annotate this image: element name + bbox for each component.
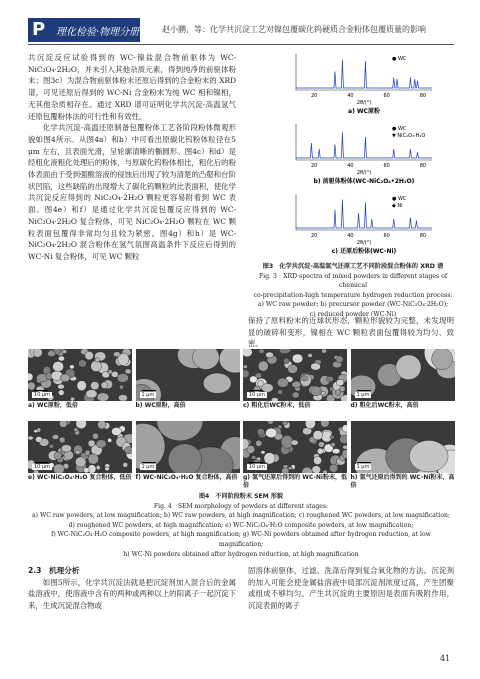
sem-particle [336, 379, 344, 386]
sem-particle [313, 456, 321, 464]
sem-particle [63, 350, 67, 354]
sem-image [136, 349, 240, 401]
left-paragraph-2: 化学共沉淀-高温还原制备包覆粉体工艺各阶段粉体微观形貌如图4所示。从图4a）和b）中可看出原碳化钨粉体粒径在5 μm 左右，且表面光滑，呈轮廓清晰的椭圆形。图4c）和d）是经粗化液粗化处理后的粉体，与原碳化钨粉体相比，粗化后的粉体表面由于受到强酸溶液的侵蚀后出现了较为清楚的凸壑和台阶状凹陷，这些缺陷的出现增大了碳化钨颗粒的比表面积，使化学共沉淀反应得到的 NiC₂O₄·2H₂O 颗粒更容易附着到 WC 表面。图4e）和f）是通过化学共沉淀包覆反应得到的 WC-NiC₂O₄·2H₂O 复合粉体，可见 NiC₂O₄·2H₂O 颗粒在 WC 颗粒表面包覆得非常均匀且较为紧密。图4g）和h）是 WC-NiC₂O₄·2H₂O 混合粉体在氢气氛围高温条件下反应后得到的 WC-Ni 复合粉体，可见 WC 颗粒 [28, 123, 236, 261]
sem-particle [59, 437, 65, 443]
right-paragraph-1: 保持了原料粉末的近球状形态，颗粒形貌较为完整，未发现明显的破碎和变形，镍相在 WC 颗粒表面包覆得较为均匀、致密。 [248, 316, 454, 349]
sem-particle [108, 370, 113, 375]
sem-particle [311, 386, 322, 396]
sem-label: d) 粗化后WC粉末，高倍 [350, 402, 419, 409]
section-heading: 2.3 机理分析 [28, 566, 80, 575]
figure-4-caption-en-5: h) WC-Ni powders obtained after hydrogen reduction, at high magnification [123, 550, 359, 558]
sem-label: a) WC原粉，低倍 [28, 402, 78, 409]
sem-particle [85, 351, 94, 359]
sem-particle [409, 440, 448, 472]
sem-image [136, 421, 240, 473]
sem-particle [329, 464, 337, 472]
sem-label: e) WC-NiC₂O₄·H₂O 复合粉体，低倍 [28, 474, 132, 481]
xrd-xlabel: 2θ/(°) [356, 100, 372, 106]
sem-particle [101, 382, 108, 389]
left-paragraph-1: 共沉淀反应试验得到的 WC-镍盐混合物前驱体为 WC-NiC₂O₄·2H₂O，并未引入其他杂质元素，得到纯净的前驱体粉末；图3c）为混合物前驱体粉末还原后得到的合金粉末的 XRD 谱，可见还原后得到的 WC-Ni 合金粉末为纯 WC 相和镍相，无其他杂质相存在。通过 XRD 谱可证明化学共沉淀-高温氢气还原包覆粉体法的可行性和有效性。 [28, 53, 236, 121]
xrd-legend-entry: ▼ NiC₂O₄·H₂O [392, 133, 426, 139]
xrd-tick-label: 60 [383, 233, 390, 239]
sem-label: b) WC原粉，高倍 [135, 402, 186, 409]
sem-particle [168, 444, 201, 473]
xrd-panel-0 [296, 54, 432, 115]
section-left-text: 如图5所示，化学共沉淀法就是把沉淀剂加入混合后的金属盐溶液中，使溶液中含有的两种或两种以上的阳离子一起沉淀下来，生成沉淀混合物或 [28, 577, 236, 611]
page-number: 41 [440, 654, 451, 663]
xrd-axis [296, 124, 432, 160]
sem-particle [90, 382, 99, 390]
sem-particle [291, 440, 298, 445]
sem-scale-bar: 1 μm [356, 464, 370, 470]
xrd-tick-label: 20 [310, 93, 318, 99]
sem-particle [339, 386, 345, 392]
figure-4-caption-en-2: a) WC raw powders, at low magnification; b) WC raw powders, at high magnification; c) roughened WC powders, at low magnification; [32, 512, 450, 520]
sem-label: g) 氢气还原后得到的 WC-Ni粉末，低倍 [243, 474, 347, 489]
xrd-panel-label: b) 前驱体粉体(WC-NiC₂O₄•2H₂O) [313, 178, 415, 185]
sem-particle [76, 450, 80, 453]
section-right [248, 565, 454, 612]
sem-particle [35, 436, 42, 442]
xrd-legend-entry: ● WC [392, 56, 407, 62]
figure-3-caption [248, 262, 458, 319]
sem-particle [340, 435, 347, 444]
sem-particle [77, 381, 87, 391]
sem-particle [86, 390, 97, 398]
xrd-tick-label: 80 [419, 163, 427, 169]
xrd-legend-entry: ● WC [392, 196, 407, 202]
xrd-axis [296, 194, 432, 230]
sem-particle [323, 470, 327, 473]
sem-particle [255, 373, 262, 378]
figure-3-caption-en-2: co-precipitation-high temperature hydrogen reduction process: [253, 291, 453, 299]
sem-particle [123, 462, 128, 467]
figure-4-caption-en-3: d) roughened WC powders, at high magnification; e) WC-NiC₂O₄·H₂O composite powders, at low magnification; [68, 521, 414, 529]
sem-particle [88, 454, 99, 464]
sem-particle [431, 349, 452, 370]
xrd-legend-entry: ● WC [392, 126, 407, 132]
sem-particle [331, 442, 336, 447]
sem-particle [78, 360, 86, 367]
sem-particle [91, 361, 102, 372]
logo-text: 理化检验·物理分册 [56, 27, 140, 38]
sem-label: c) 粗化后WC粉末，低倍 [243, 402, 311, 409]
sem-particle [53, 464, 64, 473]
right-column [248, 315, 454, 350]
sem-particle [256, 440, 262, 446]
xrd-tick-label: 20 [310, 233, 318, 239]
sem-particle [54, 452, 61, 460]
xrd-tick-label: 60 [383, 93, 390, 99]
sem-particle [34, 430, 38, 433]
figure-4-caption [28, 492, 454, 559]
xrd-panel-2 [296, 194, 432, 255]
sem-particle [125, 369, 131, 374]
sem-particle [58, 356, 64, 361]
sem-particle [108, 438, 112, 442]
xrd-spectra [262, 52, 452, 264]
sem-image [351, 349, 455, 401]
sem-particle [117, 373, 128, 382]
sem-particle [313, 430, 323, 439]
sem-particle [58, 384, 65, 389]
sem-particle [257, 380, 263, 386]
sem-particle [332, 448, 340, 453]
sem-particle [33, 349, 42, 357]
figure-4 [28, 349, 454, 499]
xrd-legend-entry: ◆ Ni [392, 203, 403, 209]
sem-particle [336, 356, 343, 363]
sem-particle [311, 363, 321, 370]
section-left [28, 565, 236, 612]
sem-particle [70, 397, 74, 401]
journal-logo [28, 18, 140, 42]
sem-scale-bar: 10 μm [249, 392, 266, 398]
sem-particle [33, 470, 39, 473]
sem-particle [52, 434, 59, 439]
sem-particle [330, 435, 335, 439]
xrd-pattern [296, 60, 432, 89]
sem-scale-bar: 1 μm [141, 392, 155, 398]
sem-particle [282, 467, 289, 473]
sem-scale-bar: 1 μm [141, 464, 155, 470]
sem-particle [271, 398, 278, 401]
sem-particle [84, 468, 90, 473]
sem-scale-bar: 10 μm [34, 464, 51, 470]
sem-scale-bar: 10 μm [34, 392, 51, 398]
xrd-axis [296, 54, 432, 90]
sem-particle [343, 445, 347, 449]
sem-particle [53, 361, 64, 371]
sem-particle [96, 440, 106, 448]
sem-particle [75, 457, 86, 467]
xrd-pattern [296, 200, 432, 229]
sem-particle [257, 428, 265, 435]
sem-scale-bar: 1 μm [356, 392, 370, 398]
xrd-tick-label: 40 [347, 163, 354, 169]
sem-particle [49, 444, 54, 448]
sem-particle [61, 445, 71, 452]
xrd-tick-label: 40 [347, 233, 354, 239]
figure-4-caption-en-4: f) WC-NiC₂O₄·H₂O composite powders, at high magnification; g) WC-Ni powders obtained after hydrogen reduction, at low magnification; [51, 531, 431, 548]
sem-particle [95, 358, 99, 362]
xrd-tick-label: 40 [347, 93, 354, 99]
xrd-tick-label: 60 [383, 163, 390, 169]
sem-particle [28, 373, 33, 381]
sem-scale-bar: 10 μm [249, 464, 266, 470]
figure-3-caption-en-1: Fig. 3 XRD spectra of mixed powders in different stages of chemical [258, 272, 448, 289]
figure-3 [262, 52, 452, 264]
sem-particle [258, 361, 268, 371]
sem-particle [288, 365, 298, 374]
sem-particle [326, 376, 334, 381]
sem-particle [261, 451, 265, 454]
figure-3-caption-en-4: c) reduced powder (WC-Ni) [309, 310, 397, 318]
sem-particle [88, 440, 95, 447]
figure-3-caption-en-3: a) WC raw powder; b) precursor powder (WC-NiC₂O₄·2H₂O); [257, 301, 449, 308]
sem-particle [292, 354, 303, 363]
sem-particle [277, 378, 288, 387]
sem-particle [308, 353, 313, 357]
sem-particle [292, 392, 299, 398]
sem-particle [69, 365, 74, 369]
sem-particle [277, 390, 282, 395]
figure-4-caption-cn: 图4 不同阶段粉末 SEM 形貌 [198, 493, 284, 500]
sem-particle [105, 467, 110, 471]
sem-particle [292, 381, 301, 388]
sem-image [243, 349, 347, 401]
logo-mark: P [32, 19, 46, 40]
sem-particle [301, 376, 308, 381]
sem-label: h) 氢气还原后得到的 WC-Ni粉末，高倍 [350, 474, 455, 489]
header-rule [28, 44, 454, 45]
running-title: 赵小鹏，等：化学共沉淀工艺对镍包覆碳化钨硬质合金粉体包覆质量的影响 [162, 25, 426, 34]
sem-particle [251, 456, 256, 459]
sem-particle [266, 352, 274, 358]
sem-particle [97, 393, 109, 401]
sem-image [28, 421, 132, 473]
sem-particle [96, 465, 100, 469]
sem-particle [119, 385, 123, 389]
sem-particle [124, 446, 132, 453]
xrd-xlabel: 2θ/(°) [356, 240, 372, 246]
sem-image [243, 421, 347, 473]
figure-3-caption-cn: 图3 化学共沉淀-高温氢气还原工艺不同阶段混合粉体的 XRD 谱 [262, 263, 444, 270]
sem-particle [74, 428, 79, 432]
sem-particle [322, 349, 327, 353]
sem-particle [321, 391, 325, 395]
sem-particle [266, 428, 277, 438]
section-right-text: 固溶体前驱体，过滤、洗涤后得到复合氧化物的方法。沉淀剂的加入可能会使金属盐溶液中局部沉淀剂浓度过高，产生团聚或组成不够均匀。产生共沉淀的主要原因是表面有吸附作用，沉淀表面的离子 [248, 566, 454, 611]
sem-particle [264, 453, 275, 464]
sem-particle [342, 425, 347, 432]
xrd-tick-label: 80 [419, 93, 427, 99]
sem-particle [113, 352, 120, 357]
sem-particle [317, 448, 323, 454]
sem-particle [243, 365, 247, 368]
xrd-panel-label: c) 还原后粉体(WC-Ni) [331, 248, 397, 255]
sem-particle [203, 373, 231, 393]
sem-image [351, 421, 455, 473]
sem-particle [318, 442, 324, 448]
sem-particle [59, 421, 67, 427]
xrd-panel-1 [296, 124, 432, 185]
sem-particle [60, 374, 70, 382]
sem-particle [112, 427, 122, 435]
xrd-xlabel: 2θ/(°) [356, 170, 372, 176]
sem-particle [284, 358, 290, 364]
sem-particle [58, 390, 64, 396]
xrd-tick-label: 80 [419, 233, 427, 239]
xrd-panel-label: a) WC原粉 [348, 108, 380, 115]
sem-particle [282, 421, 288, 425]
sem-label: f) WC-NiC₂O₄·H₂O 复合粉体，高倍 [135, 474, 238, 481]
sem-particle [85, 450, 90, 455]
sem-particle [92, 433, 98, 439]
sem-particle [47, 351, 55, 357]
xrd-tick-label: 20 [310, 163, 318, 169]
figure-4-caption-en-1: Fig. 4 SEM morphology of powders at different stages: [153, 502, 329, 510]
sem-particle [118, 395, 127, 401]
sem-particle [395, 355, 420, 380]
sem-image [28, 349, 132, 401]
sem-particle [28, 436, 33, 440]
sem-particle [267, 421, 273, 424]
left-column [28, 52, 236, 263]
sem-particle [259, 349, 265, 353]
